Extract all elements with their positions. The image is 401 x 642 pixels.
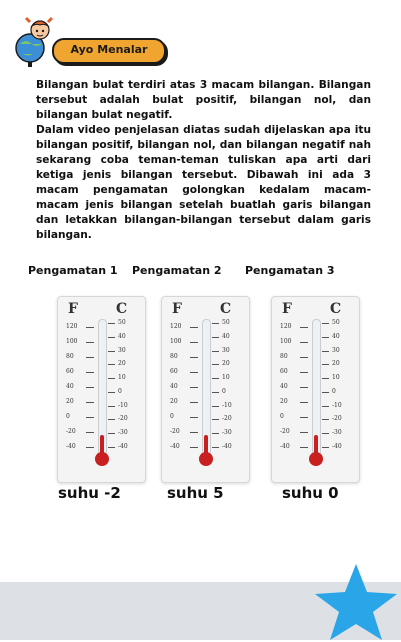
fahrenheit-tick-label: -20 <box>280 428 290 435</box>
fahrenheit-tick-label: 80 <box>66 353 74 360</box>
fahrenheit-tick <box>86 372 94 373</box>
celsius-tick <box>212 337 219 338</box>
fahrenheit-tick <box>86 432 94 433</box>
thermometer-2 <box>161 296 250 483</box>
fahrenheit-tick <box>190 327 198 328</box>
celsius-tick <box>212 392 219 393</box>
celsius-tick <box>322 378 329 379</box>
thermometer-bulb <box>199 452 213 466</box>
observation-label-2: Pengamatan 2 <box>132 264 222 277</box>
celsius-tick <box>108 433 115 434</box>
fahrenheit-tick-label: 100 <box>170 338 182 345</box>
celsius-tick-label: 20 <box>222 360 230 368</box>
celsius-tick <box>322 364 329 365</box>
celsius-tick <box>322 323 329 324</box>
fahrenheit-tick <box>190 342 198 343</box>
fahrenheit-tick-label: -40 <box>280 443 290 450</box>
paragraph-task: Dalam video penjelasan diatas sudah dijelaskan apa itu bilangan positif, bilangan nol, dan bilangan negatif nah sekarang coba teman-teman tuliskan apa arti dari ketiga jenis bilangan tersebut. Dibawah ini ada 3 macam pengamatan golongkan kedalam macam-macam jenis bilangan setelah buatlah garis bilangan dan letakkan bilangan-bilangan tersebut dalam garis bilangan. <box>36 124 371 241</box>
celsius-tick-label: -40 <box>118 443 128 450</box>
celsius-tick <box>212 447 219 448</box>
celsius-tick <box>212 433 219 434</box>
fahrenheit-tick-label: 120 <box>66 323 78 330</box>
fahrenheit-tick <box>300 417 308 418</box>
celsius-tick <box>322 337 329 338</box>
celsius-tick <box>108 337 115 338</box>
page-header <box>8 12 168 68</box>
celsius-tick-label: -40 <box>222 443 232 450</box>
celsius-tick-label: 0 <box>332 387 336 395</box>
celsius-tick-label: -10 <box>332 401 342 409</box>
celsius-tick-label: 30 <box>222 346 230 354</box>
celsius-tick <box>108 392 115 393</box>
celsius-tick <box>108 351 115 352</box>
fahrenheit-tick-label: 20 <box>66 398 74 405</box>
star-icon <box>311 560 401 642</box>
fahrenheit-tick-label: 60 <box>66 368 74 375</box>
celsius-tick-label: 50 <box>332 319 340 326</box>
celsius-tick <box>212 323 219 324</box>
celsius-tick-label: 10 <box>332 374 340 382</box>
celsius-tick-label: 20 <box>332 360 340 368</box>
fahrenheit-tick-label: 60 <box>280 368 288 375</box>
celsius-header: C <box>116 301 128 317</box>
celsius-tick <box>108 323 115 324</box>
celsius-tick-label: -20 <box>222 415 232 423</box>
celsius-tick <box>212 364 219 365</box>
fahrenheit-header: F <box>172 301 182 317</box>
celsius-tick <box>212 419 219 420</box>
badge-label: Ayo Menalar <box>70 43 148 56</box>
fahrenheit-tick-label: 40 <box>66 383 74 390</box>
celsius-tick-label: 10 <box>222 374 230 382</box>
fahrenheit-tick-label: 120 <box>170 323 182 330</box>
celsius-tick <box>212 351 219 352</box>
celsius-tick-label: -20 <box>332 415 342 423</box>
thermometer-bulb <box>95 452 109 466</box>
thermometer-bulb <box>309 452 323 466</box>
fahrenheit-tick <box>300 402 308 403</box>
observation-label-3: Pengamatan 3 <box>245 264 335 277</box>
fahrenheit-tick-label: -20 <box>66 428 76 435</box>
fahrenheit-tick-label: 0 <box>66 413 70 420</box>
temperature-label-2: suhu 5 <box>167 484 224 502</box>
thermometer-1 <box>57 296 146 483</box>
fahrenheit-tick-label: 0 <box>280 413 284 420</box>
globe-mascot-icon <box>8 12 58 68</box>
fahrenheit-tick <box>300 387 308 388</box>
thermometer-3 <box>271 296 360 483</box>
celsius-tick-label: -30 <box>332 429 342 437</box>
celsius-tick-label: 30 <box>118 346 126 354</box>
celsius-tick <box>322 433 329 434</box>
fahrenheit-tick-label: 100 <box>280 338 292 345</box>
fahrenheit-tick-label: -40 <box>170 443 180 450</box>
celsius-tick-label: -40 <box>332 443 342 450</box>
fahrenheit-tick-label: 80 <box>170 353 178 360</box>
celsius-tick <box>322 447 329 448</box>
celsius-header: C <box>220 301 232 317</box>
fahrenheit-tick-label: 80 <box>280 353 288 360</box>
celsius-header: C <box>330 301 342 317</box>
celsius-tick <box>322 419 329 420</box>
celsius-tick <box>108 364 115 365</box>
celsius-tick-label: 20 <box>118 360 126 368</box>
fahrenheit-tick-label: 20 <box>280 398 288 405</box>
fahrenheit-tick <box>190 432 198 433</box>
fahrenheit-tick <box>300 357 308 358</box>
paragraph-intro: Bilangan bulat terdiri atas 3 macam bilangan. Bilangan tersebut adalah bulat positif, bilangan nol, dan bilangan bulat negatif. <box>36 79 371 121</box>
fahrenheit-tick-label: -40 <box>66 443 76 450</box>
celsius-tick-label: 0 <box>118 387 122 395</box>
fahrenheit-tick-label: 40 <box>280 383 288 390</box>
fahrenheit-tick <box>86 417 94 418</box>
fahrenheit-tick <box>86 342 94 343</box>
fahrenheit-tick <box>300 327 308 328</box>
observation-label-1: Pengamatan 1 <box>28 264 118 277</box>
fahrenheit-tick <box>86 387 94 388</box>
celsius-tick-label: -10 <box>222 401 232 409</box>
celsius-tick-label: 40 <box>332 332 340 340</box>
celsius-tick <box>108 406 115 407</box>
fahrenheit-tick <box>86 447 94 448</box>
instruction-text <box>36 78 371 243</box>
fahrenheit-tick <box>300 342 308 343</box>
celsius-tick-label: -10 <box>118 401 128 409</box>
fahrenheit-tick <box>86 327 94 328</box>
fahrenheit-tick <box>190 417 198 418</box>
celsius-tick-label: -30 <box>118 429 128 437</box>
celsius-tick <box>108 378 115 379</box>
section-badge <box>52 38 166 64</box>
fahrenheit-tick <box>190 402 198 403</box>
celsius-tick <box>322 392 329 393</box>
celsius-tick <box>108 419 115 420</box>
fahrenheit-tick-label: -20 <box>170 428 180 435</box>
fahrenheit-tick-label: 120 <box>280 323 292 330</box>
fahrenheit-tick <box>190 387 198 388</box>
temperature-label-3: suhu 0 <box>282 484 339 502</box>
fahrenheit-tick <box>300 432 308 433</box>
fahrenheit-tick <box>86 357 94 358</box>
celsius-tick <box>108 447 115 448</box>
fahrenheit-header: F <box>68 301 78 317</box>
celsius-tick-label: 40 <box>118 332 126 340</box>
celsius-tick-label: 50 <box>222 319 230 326</box>
celsius-tick <box>212 378 219 379</box>
celsius-tick-label: 0 <box>222 387 226 395</box>
celsius-tick-label: 50 <box>118 319 126 326</box>
fahrenheit-tick-label: 40 <box>170 383 178 390</box>
celsius-tick <box>322 351 329 352</box>
fahrenheit-tick <box>190 372 198 373</box>
celsius-tick-label: 40 <box>222 332 230 340</box>
celsius-tick-label: 10 <box>118 374 126 382</box>
fahrenheit-tick <box>300 447 308 448</box>
celsius-tick-label: -30 <box>222 429 232 437</box>
temperature-label-1: suhu -2 <box>58 484 121 502</box>
celsius-tick <box>212 406 219 407</box>
fahrenheit-tick <box>190 357 198 358</box>
fahrenheit-header: F <box>282 301 292 317</box>
fahrenheit-tick <box>190 447 198 448</box>
celsius-tick-label: 30 <box>332 346 340 354</box>
celsius-tick-label: -20 <box>118 415 128 423</box>
fahrenheit-tick-label: 20 <box>170 398 178 405</box>
fahrenheit-tick-label: 0 <box>170 413 174 420</box>
celsius-tick <box>322 406 329 407</box>
fahrenheit-tick-label: 60 <box>170 368 178 375</box>
fahrenheit-tick-label: 100 <box>66 338 78 345</box>
fahrenheit-tick <box>300 372 308 373</box>
fahrenheit-tick <box>86 402 94 403</box>
